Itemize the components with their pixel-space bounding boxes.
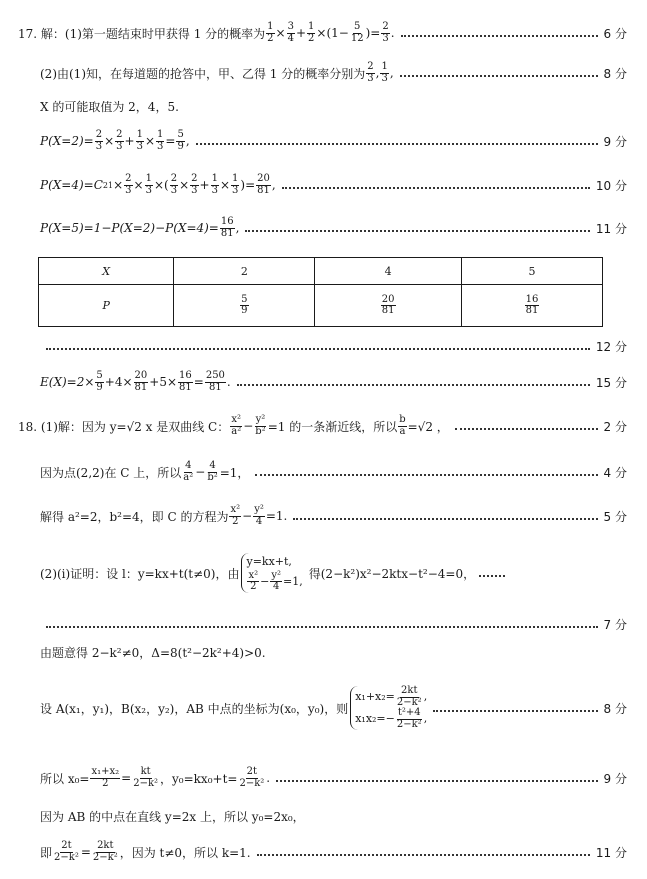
q18-line8-text: 因为 AB 的中点在直线 y=2x 上，所以 y₀=2x₀， xyxy=(40,809,305,824)
q18-line1-tail: =1 的一条渐近线，所以 xyxy=(267,419,398,434)
table-cell: $\frac{5}{9}$ xyxy=(174,285,315,327)
fraction: $\frac{b}{a}$ xyxy=(399,414,406,437)
dot-leader xyxy=(196,143,598,145)
q17-expectation-line: E(X)=2× $\frac{5}{9}$ +4× $\frac{20}{81}$ +5× $\frac{16}{81}$ = $\frac{250}{81}$ . 15 分 xyxy=(40,370,627,393)
fraction: $\frac{2kt}{\text{2−k²}}$ xyxy=(92,840,118,863)
fraction: $\frac{1}{3}$ xyxy=(145,173,152,196)
dot-leader xyxy=(282,187,590,189)
q18-line4-tail: 得(2−k²)x²−2ktx−t²−4=0， xyxy=(308,566,476,581)
fraction: $\frac{\text{y²}}{\text{b²}}$ xyxy=(255,414,266,437)
fraction: $\frac{2}{3}$ xyxy=(367,61,374,84)
q18-line1-text: 18. (1)解：因为 y=√2 x 是双曲线 C： xyxy=(18,419,230,434)
q17-table-score-line xyxy=(0,336,647,356)
score-label: 11 分 xyxy=(595,845,627,860)
q18-line4 xyxy=(0,544,647,602)
dot-leader xyxy=(245,230,589,232)
fraction: $\frac{1}{3}$ xyxy=(136,129,143,152)
equation-system: y=kx+t, $\frac{\text{x²}}{2}$ − $\frac{\text{y²}}{4}$ =1, xyxy=(241,553,302,593)
fraction: $\frac{1}{3}$ xyxy=(211,173,218,196)
fraction: $\frac{2}{3}$ xyxy=(125,173,132,196)
fraction: $\frac{2}{3}$ xyxy=(382,21,389,44)
q17-p4-line: P(X=4)=C 2 1 × $\frac{2}{3}$ × $\frac{1}{3}$ ×( $\frac{2}{3}$ × $\frac{2}{3}$ + $\frac{1}{3}$ × $\frac{1}{3}$ )= $\frac{20}{81}$ , 10 分 xyxy=(40,173,627,196)
score-label: 5 分 xyxy=(603,509,627,524)
equation-system: x₁+x₂= $\frac{2kt}{\text{2−k²}}$ , x₁x₂=− $\frac{\text{t²+4}}{\text{2−k²}}$ , xyxy=(350,686,427,730)
table-header-cell: 4 xyxy=(315,258,462,285)
fraction: $\frac{kt}{\text{2−k²}}$ xyxy=(133,766,159,789)
score-label: 8 分 xyxy=(603,701,627,716)
q17-p2-prefix: P(X=2)= xyxy=(40,134,94,148)
q18-line9: 即 $\frac{2t}{\text{2−k²}}$ = $\frac{2kt}{\text{2−k²}}$ ，因为 t≠0，所以 k=1. 11 分 xyxy=(40,840,627,863)
dot-leader xyxy=(293,518,597,520)
distribution-table xyxy=(38,257,603,327)
q18-line7-text: 所以 x₀= xyxy=(40,771,90,786)
dot-leader xyxy=(276,780,597,782)
q18-line1-end: =√2 ， xyxy=(407,419,449,434)
q18-line6 xyxy=(0,666,647,750)
fraction: $\frac{4}{\text{b²}}$ xyxy=(207,460,218,483)
fraction: $\frac{2}{3}$ xyxy=(116,129,123,152)
q17-line3 xyxy=(0,96,647,116)
fraction: $\frac{2}{3}$ xyxy=(191,173,198,196)
dot-leader xyxy=(46,348,590,350)
fraction: $\frac{1}{2}$ xyxy=(267,21,274,44)
fraction: $\frac{1}{2}$ xyxy=(308,21,315,44)
table-header-cell: X xyxy=(39,258,174,285)
q18-line3-text: 解得 a²=2，b²=4，即 C 的方程为 xyxy=(40,509,229,524)
q18-line8 xyxy=(0,806,647,826)
score-label: 9 分 xyxy=(603,134,627,149)
dot-leader xyxy=(479,575,505,577)
table-row-label: P xyxy=(39,285,174,327)
q18-line2: 因为点(2,2)在 C 上，所以 $\frac{4}{\text{a²}}$ − $\frac{4}{\text{b²}}$ =1， 4 分 xyxy=(40,460,627,483)
q18-line7: 所以 x₀= $\frac{\text{x₁+x₂}}{2}$ = $\frac{kt}{\text{2−k²}}$ ，y₀=kx₀+t= $\frac{2t}{\text{2−k²}}$ . 9 分 xyxy=(40,766,627,789)
fraction: $\frac{4}{\text{a²}}$ xyxy=(183,460,194,483)
q18-line4-text: (2)(i)证明：设 l：y=kx+t(t≠0)，由 xyxy=(40,566,240,581)
q18-line3-tail: =1. xyxy=(265,509,288,523)
fraction: $\frac{\text{y²}}{4}$ xyxy=(254,504,264,527)
fraction: $\frac{5}{9}$ xyxy=(177,129,184,152)
fraction: $\frac{\text{x²}}{2}$ xyxy=(230,504,241,527)
fraction: $\frac{3}{4}$ xyxy=(287,21,294,44)
q18-line6-text: 设 A(x₁，y₁)，B(x₂，y₂)，AB 中点的坐标为(x₀，y₀)，则 xyxy=(40,701,349,716)
fraction: $\frac{1}{3}$ xyxy=(381,61,388,84)
dot-leader xyxy=(255,474,597,476)
q18-line5 xyxy=(0,642,647,662)
fraction: $\frac{16}{81}$ xyxy=(220,216,234,239)
dot-leader xyxy=(46,626,598,628)
fraction: $\frac{1}{3}$ xyxy=(157,129,164,152)
q17-p2-line: P(X=2)= $\frac{2}{3}$ × $\frac{2}{3}$ + $\frac{1}{3}$ × $\frac{1}{3}$ = $\frac{5}{9}$ , 9 分 xyxy=(40,129,627,152)
table-cell: $\frac{20}{81}$ xyxy=(315,285,462,327)
dot-leader xyxy=(237,384,590,386)
q17-line2: (2)由(1)知，在每道题的抢答中，甲、乙得 1 分的概率分别为 $\frac{2}{3}$ , $\frac{1}{3}$ , 8 分 xyxy=(40,61,627,84)
table-row xyxy=(39,285,603,327)
q17-p5-prefix: P(X=5)=1−P(X=2)−P(X=4)= xyxy=(40,221,219,235)
table-header-cell: 5 xyxy=(461,258,602,285)
q17-line3-text: X 的可能取值为 2，4，5. xyxy=(40,99,179,114)
score-label: 11 分 xyxy=(595,221,627,236)
score-label: 6 分 xyxy=(603,26,627,41)
fraction: $\frac{1}{3}$ xyxy=(232,173,239,196)
fraction: $\frac{2}{3}$ xyxy=(170,173,178,196)
fraction: $\frac{20}{81}$ xyxy=(134,370,148,393)
q18-line2-tail: =1， xyxy=(219,465,250,480)
q18-line2-text: 因为点(2,2)在 C 上，所以 xyxy=(40,465,182,480)
dot-leader xyxy=(400,75,598,77)
dot-leader xyxy=(455,428,598,430)
fraction: $\frac{\text{x₁+x₂}}{2}$ xyxy=(91,766,120,789)
score-label: 9 分 xyxy=(603,771,627,786)
fraction: $\frac{\text{x²}}{\text{a²}}$ xyxy=(231,414,242,437)
fraction: $\frac{5}{12}$ xyxy=(350,21,364,44)
q18-line9-text: 即 xyxy=(40,845,53,860)
fraction: $\frac{2}{3}$ xyxy=(95,129,103,152)
q18-line3: 解得 a²=2，b²=4，即 C 的方程为 $\frac{\text{x²}}{2}$ − $\frac{\text{y²}}{4}$ =1. 5 分 xyxy=(40,504,627,527)
dot-leader xyxy=(257,854,590,856)
fraction: $\frac{2t}{\text{2−k²}}$ xyxy=(54,840,79,863)
fraction: $\frac{16}{81}$ xyxy=(179,370,192,393)
q17-ex-prefix: E(X)=2× xyxy=(40,375,95,389)
score-label: 4 分 xyxy=(603,465,627,480)
dot-leader xyxy=(433,710,597,712)
q17-line1: 17. 解：(1)第一题结束时甲获得 1 分的概率为 $\frac{1}{2}$ × $\frac{3}{4}$ + $\frac{1}{2}$ ×(1− $\frac{5}{12}$ )= $\frac{2}{3}$ . 6 分 xyxy=(18,21,627,44)
score-label: 8 分 xyxy=(603,66,627,81)
score-label: 2 分 xyxy=(603,419,627,434)
q17-p5-line: P(X=5)=1−P(X=2)−P(X=4)= $\frac{16}{81}$ , 11 分 xyxy=(40,216,627,239)
q18-line4-score-line xyxy=(0,614,647,634)
fraction: $\frac{5}{9}$ xyxy=(96,370,103,393)
score-label: 12 分 xyxy=(595,339,627,354)
q17-line2-text: (2)由(1)知，在每道题的抢答中，甲、乙得 1 分的概率分别为 xyxy=(40,66,366,81)
q17-p4-prefix: P(X=4)=C xyxy=(40,178,103,192)
fraction: $\frac{20}{81}$ xyxy=(257,173,270,196)
q18-line5-text: 由题意得 2−k²≠0，Δ=8(t²−2k²+4)>0. xyxy=(40,645,266,660)
q18-line1: 18. (1)解：因为 y=√2 x 是双曲线 C： $\frac{\text{x²}}{\text{a²}}$ − $\frac{\text{y²}}{\text{b²}}$ =1 的一条渐近线，所以 $\frac{b}{a}$ =√2 ， 2 分 xyxy=(18,414,627,437)
score-label: 10 分 xyxy=(595,178,627,193)
fraction: $\frac{250}{81}$ xyxy=(205,370,225,393)
score-label: 7 分 xyxy=(603,617,627,632)
score-label: 15 分 xyxy=(595,375,627,390)
table-row xyxy=(39,258,603,285)
fraction: $\frac{2t}{\text{2−k²}}$ xyxy=(239,766,265,789)
q17-line1-text: 17. 解：(1)第一题结束时甲获得 1 分的概率为 xyxy=(18,26,266,41)
dot-leader xyxy=(401,35,598,37)
table-header-cell: 2 xyxy=(174,258,315,285)
table-cell: $\frac{16}{81}$ xyxy=(461,285,602,327)
